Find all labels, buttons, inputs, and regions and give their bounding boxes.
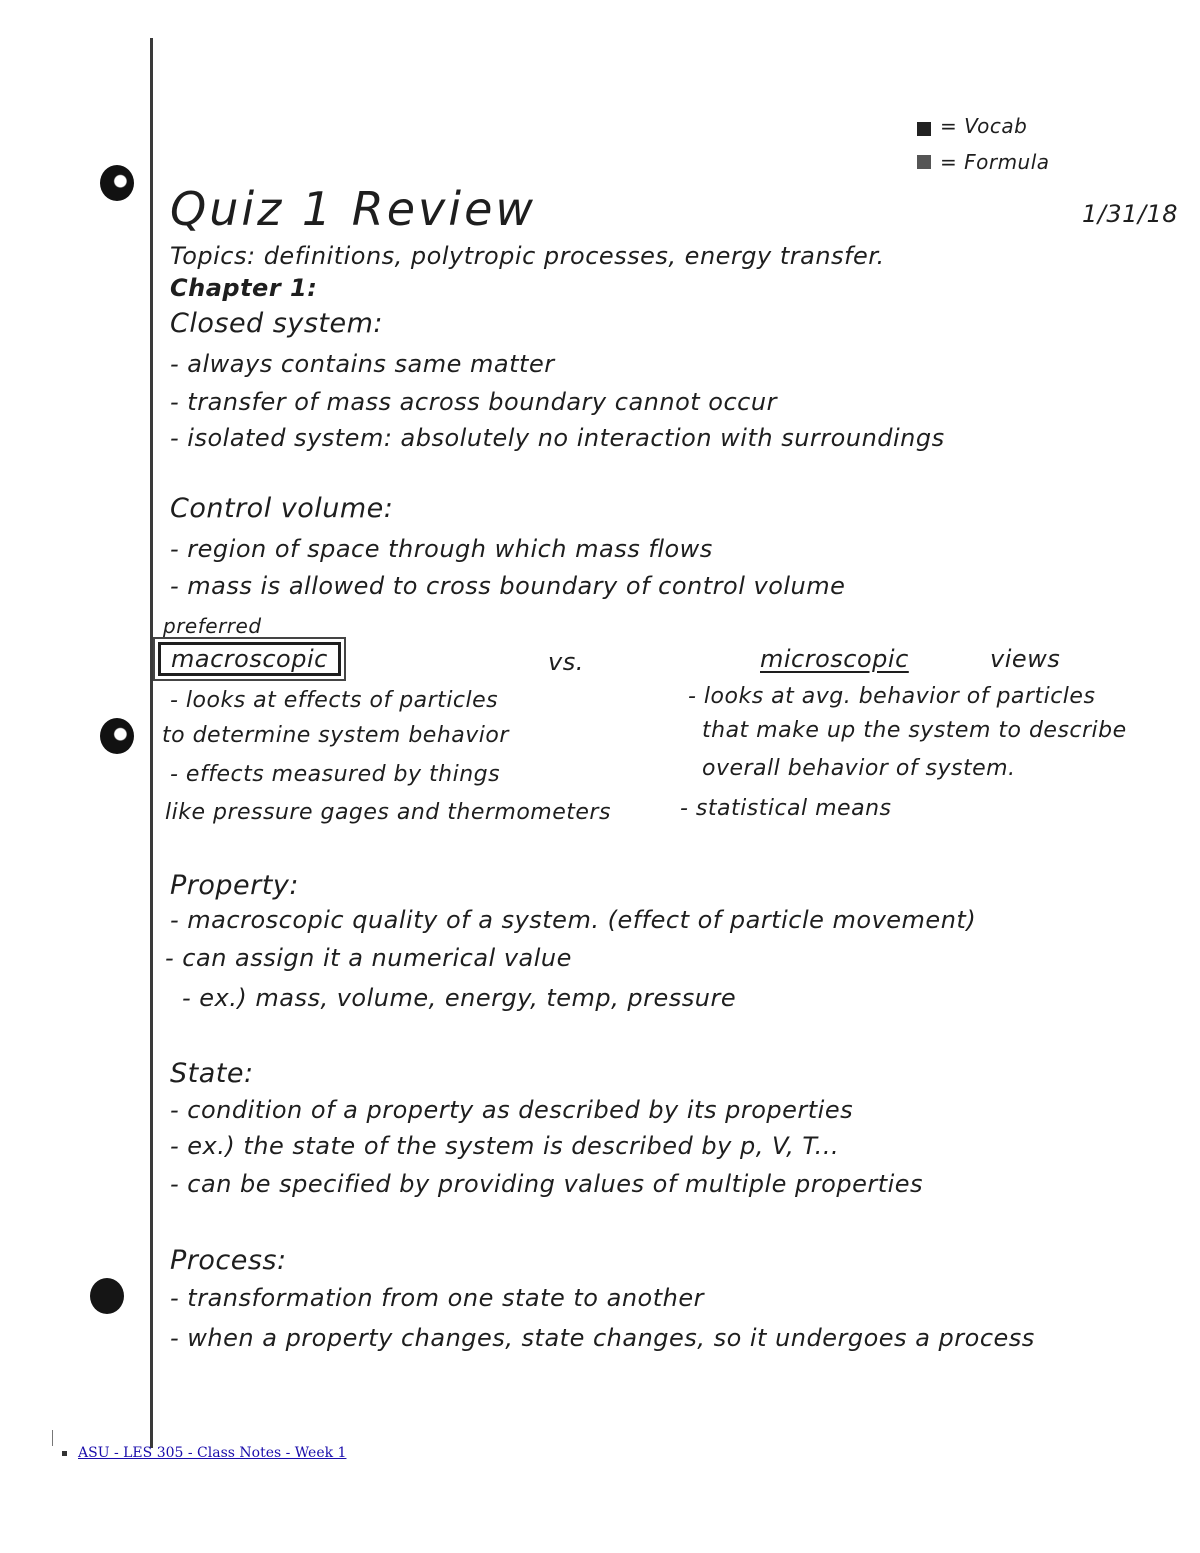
binder-hole-icon: [90, 1278, 124, 1314]
footer-bullet-icon: [62, 1451, 67, 1456]
state-line: - ex.) the state of the system is described by p, V, T...: [170, 1132, 840, 1160]
property-line: - macroscopic quality of a system. (effect of particle movement): [170, 906, 977, 934]
legend-vocab: = Vocab: [940, 114, 1028, 138]
margin-line: [150, 38, 153, 1448]
formula-swatch-icon: [917, 155, 931, 169]
property-line: - ex.) mass, volume, energy, temp, pressure: [182, 984, 737, 1012]
macro-line: - effects measured by things: [170, 762, 501, 787]
state-heading: State:: [170, 1058, 254, 1089]
process-line: - when a property changes, state changes, so it undergoes a process: [170, 1324, 1035, 1352]
micro-line: - statistical means: [680, 796, 892, 821]
page-title: Quiz 1 Review: [170, 182, 536, 236]
macro-line: - looks at effects of particles: [170, 688, 499, 713]
binder-hole-icon: [100, 718, 134, 754]
date: 1/31/18: [1082, 200, 1179, 228]
footer-tick: [52, 1430, 53, 1446]
legend-formula: = Formula: [940, 150, 1050, 174]
closed-system-heading: Closed system:: [170, 308, 383, 339]
micro-line: that make up the system to describe: [702, 718, 1127, 743]
state-line: - can be specified by providing values of multiple properties: [170, 1170, 924, 1198]
topics-line: Topics: definitions, polytropic processes, energy transfer.: [170, 242, 885, 270]
binder-hole-icon: [100, 165, 134, 201]
closed-system-line: - transfer of mass across boundary cannot occur: [170, 388, 777, 416]
preferred-label: preferred: [163, 614, 262, 638]
property-heading: Property:: [170, 870, 299, 901]
process-line: - transformation from one state to another: [170, 1284, 704, 1312]
footer-link[interactable]: ASU - LES 305 - Class Notes - Week 1: [78, 1445, 347, 1461]
control-volume-line: - mass is allowed to cross boundary of control volume: [170, 572, 846, 600]
views-label: views: [990, 645, 1061, 673]
control-volume-heading: Control volume:: [170, 493, 394, 524]
vocab-swatch-icon: [917, 122, 931, 136]
closed-system-line: - isolated system: absolutely no interaction with surroundings: [170, 424, 945, 452]
state-line: - condition of a property as described by its properties: [170, 1096, 854, 1124]
macroscopic-heading: macroscopic: [158, 642, 341, 676]
process-heading: Process:: [170, 1245, 287, 1276]
micro-line: overall behavior of system.: [702, 756, 1016, 781]
microscopic-heading: microscopic: [760, 645, 909, 673]
control-volume-line: - region of space through which mass flows: [170, 535, 713, 563]
micro-line: - looks at avg. behavior of particles: [688, 684, 1096, 709]
closed-system-line: - always contains same matter: [170, 350, 555, 378]
macro-line: like pressure gages and thermometers: [165, 800, 611, 825]
macro-line: to determine system behavior: [162, 723, 509, 748]
property-line: - can assign it a numerical value: [165, 944, 572, 972]
vs-label: vs.: [548, 648, 584, 676]
chapter-label: Chapter 1:: [170, 274, 318, 302]
